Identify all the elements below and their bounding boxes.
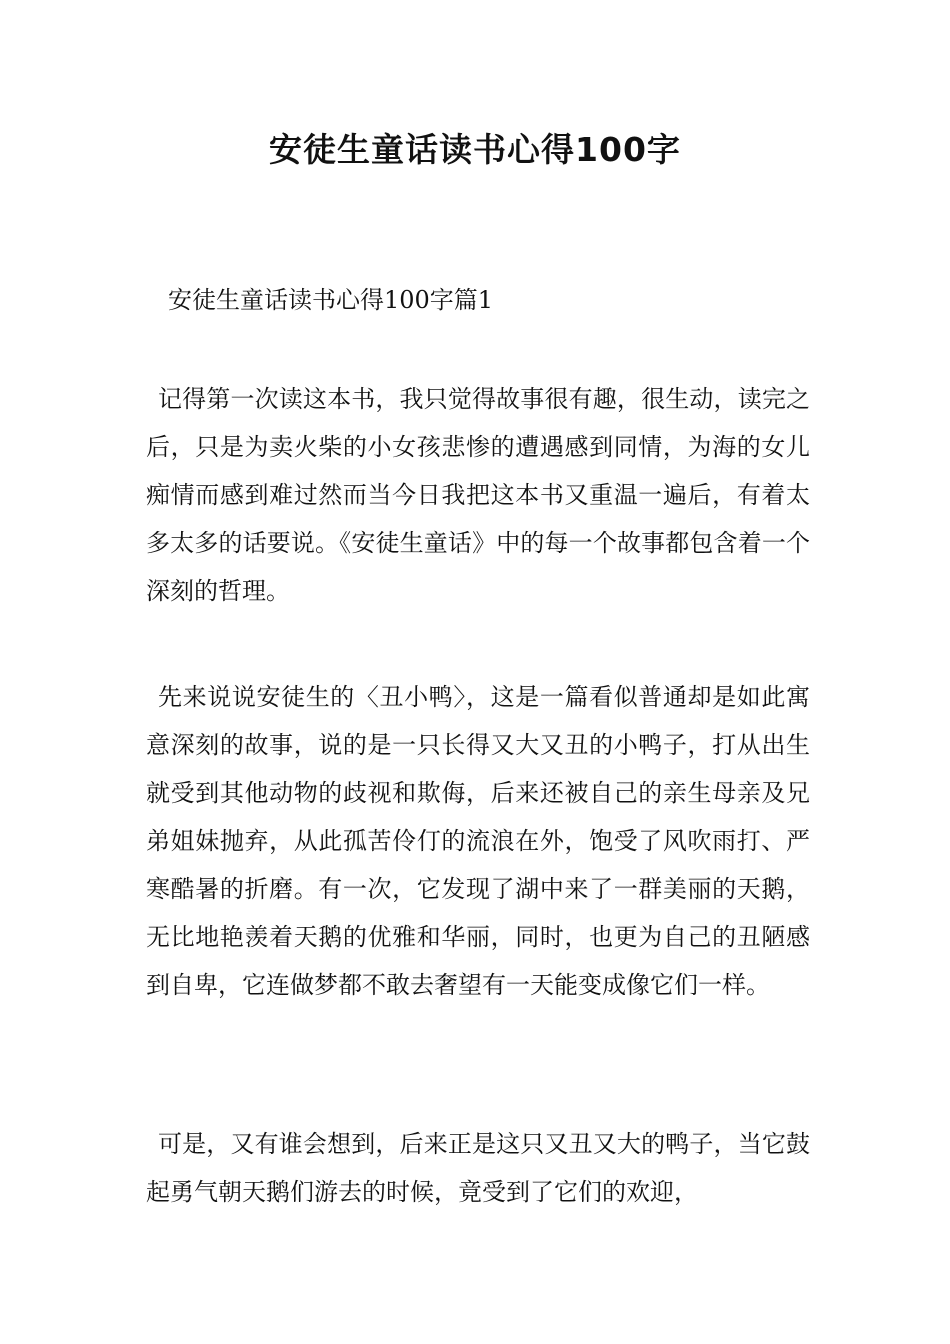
paragraph-2: 先来说说安徒生的〈丑小鸭〉，这是一篇看似普通却是如此寓意深刻的故事，说的是一只长得又大又丑的小鸭子，打从出生就受到其他动物的歧视和欺侮，后来还被自己的亲生母亲及兄弟姐妹抛弃，从此孤苦伶仃的流浪在外，饱受了风吹雨打、严寒酷暑的折磨。有一次，它发现了湖中来了一群美丽的天鹅，无比地艳羡着天鹅的优雅和华丽，同时，也更为自己的丑陋感到自卑，它连做梦都不敢去奢望有一天能变成像它们一样。	[146, 683, 810, 999]
paragraph-1: 记得第一次读这本书，我只觉得故事很有趣，很生动，读完之后，只是为卖火柴的小女孩悲惨的遭遇感到同情，为海的女儿痴情而感到难过然而当今日我把这本书又重温一遍后，有着太多太多的话要说。《安徒生童话》中的每一个故事都包含着一个深刻的哲理。	[146, 385, 810, 605]
section-heading: 安徒生童话读书心得100字篇1	[168, 286, 494, 314]
document-title: 安徒生童话读书心得100字	[269, 130, 681, 169]
paragraph-3: 可是，又有谁会想到，后来正是这只又丑又大的鸭子，当它鼓起勇气朝天鹅们游去的时候，竟受到了它们的欢迎，	[146, 1130, 810, 1206]
